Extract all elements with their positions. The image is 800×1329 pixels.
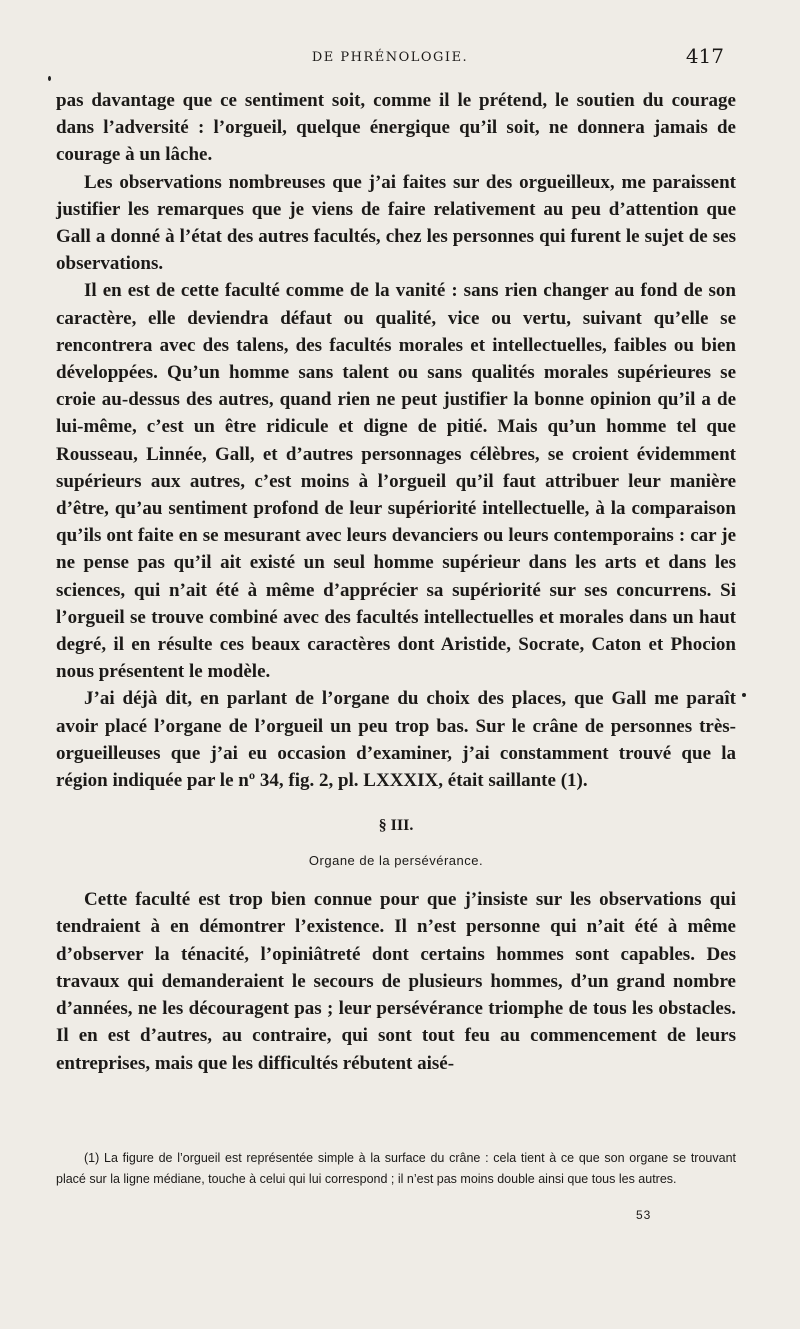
paragraph-1: pas davantage que ce sentiment soit, comme il le prétend, le soutien du courage dans l’adversité : l’orgueil, quelque énergique qu’il soit, ne donnera jamais de courage à un lâche. (56, 90, 736, 166)
paragraph-3: Il en est de cette faculté comme de la vanité : sans rien changer au fond de son caractère, elle deviendra défaut ou qualité, vice ou vertu, suivant qu’elle se rencontrera avec des talens, des facultés morales et intellectuelles, faibles ou bien développées. Qu’un homme sans talent ou sans qualités morales supérieures se croie au-dessus des autres, quand rien ne peut justifier la bonne opinion qu’il a de lui-même, c’est un être ridicule et digne de pitié. Mais qu’un homme tel que Rousseau, Linnée, Gall, et d’autres personnages célèbres, se croient évidemment supérieurs aux autres, c’est moins à l’orgueil qu’il faut attribuer leur manière d’être, qu’au sentiment profond de leur supériorité intellectuelle, à la comparaison qu’ils ont faite en se mesurant avec leurs devanciers ou leurs contemporains : car je ne pense pas qu’il ait existé un seul homme supérieur dans les arts et dans les sciences, qui n’ait été à même d’apprécier sa supériorité sur ses concurrens. Si l’orgueil se trouve combiné avec des facultés intellectuelles et morales dans un haut degré, il en résulte ces beaux caractères dont Aristide, Socrate, Caton et Phocion nous présentent le modèle. (56, 280, 736, 683)
paragraph-4: J’ai déjà dit, en parlant de l’organe du choix des places, que Gall me paraît avoir placé l’organe de l’orgueil un peu trop bas. Sur le crâne de personnes très-orgueilleuses que j’ai eu occasion d’examiner, j’ai constamment trouvé que la région indiquée par le nº 34, fig. 2, pl. LXXXIX, était saillante (1). (56, 688, 736, 792)
page-number: 417 (685, 44, 724, 68)
ink-speck (742, 693, 746, 697)
signature-mark: 53 (636, 1208, 652, 1222)
footnote: (1) La figure de l’orgueil est représentée simple à la surface du crâne : cela tient à ce que son organe se trouvant placé sur la ligne médiane, touche à celui qui lui correspond ; il n’est pas moins double ainsi que tous les autres. (56, 1151, 736, 1186)
section-title: Organe de la persévérance. (308, 853, 484, 869)
ink-speck (48, 76, 51, 81)
page-header (56, 44, 724, 74)
paragraph-5: Cette faculté est trop bien connue pour que j’insiste sur les observations qui tendraient à en démontrer l’existence. Il n’est personne qui n’ait été à même d’observer la ténacité, l’opiniâtreté dont certains hommes sont capables. Des travaux qui demanderaient le secours de plusieurs hommes, d’un grand nombre d’années, ne les découragent pas ; leur persévérance triomphe de tous les obstacles. Il en est d’autres, au contraire, qui sont tout feu au commencement de leurs entreprises, mais que les difficultés rébutent aisé- (56, 889, 736, 1074)
paragraph-2: Les observations nombreuses que j’ai faites sur des orgueilleux, me paraissent justifier les remarques que je viens de faire relativement au peu d’attention que Gall a donné à l’état des autres facultés, chez les personnes qui furent le sujet de ses observations. (56, 171, 736, 275)
section-heading: § III. (378, 817, 414, 835)
main-text (56, 87, 736, 1077)
running-head: DE PHRÉNOLOGIE. (311, 50, 469, 65)
